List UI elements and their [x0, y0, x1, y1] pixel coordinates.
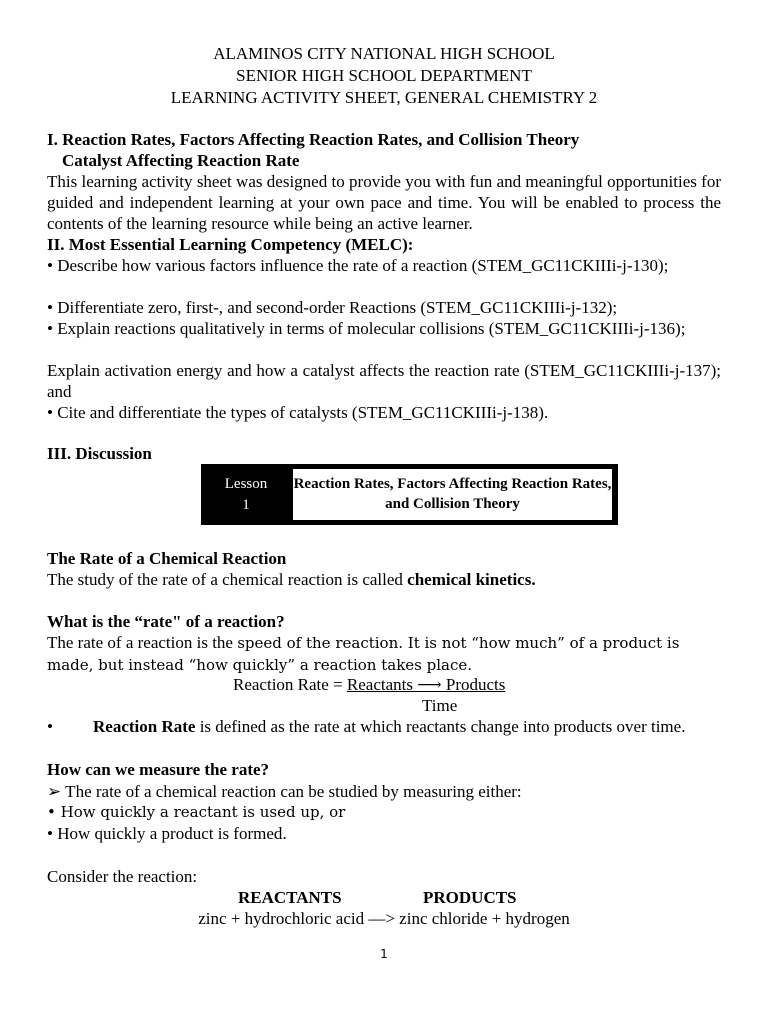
- reactants-label: REACTANTS: [238, 888, 342, 907]
- lesson-tag-label: Lesson: [224, 476, 268, 492]
- formula-lhs: Reaction Rate =: [233, 675, 347, 694]
- section1-heading: I. Reaction Rates, Factors Affecting Reaction Rates, and Collision Theory: [47, 130, 580, 149]
- formula-denominator: Time: [422, 696, 458, 715]
- rate-text-plain: The study of the rate of a chemical reaction is called: [47, 570, 408, 589]
- melc-item-2: • Differentiate zero, first-, and second-order Reactions (STEM_GC11CKIIIi-j-132);: [47, 298, 618, 317]
- reaction-intro: Consider the reaction:: [47, 867, 198, 886]
- lesson-tag: [201, 464, 291, 525]
- reaction-equation: zinc + hydrochloric acid —> zinc chloride + hydrogen: [198, 909, 570, 928]
- what-rate-text-plain: The rate of a reaction is the: [47, 633, 238, 652]
- what-rate-heading: What is the “rate" of a reaction?: [47, 612, 285, 631]
- section1-body: This learning activity sheet was designed to provide you with fun and meaningful opportunities for guided and independent learning at your own pace and time. You will be enabled to process the contents of the learning resource while being an active learner.: [47, 172, 721, 233]
- section3-heading: III. Discussion: [47, 444, 152, 463]
- document-title: LEARNING ACTIVITY SHEET, GENERAL CHEMISTRY 2: [170, 88, 598, 107]
- melc-item-4: Explain activation energy and how a catalyst affects the reaction rate (STEM_GC11CKIIIi-j-137); and: [47, 361, 721, 401]
- melc-item-3: • Explain reactions qualitatively in terms of molecular collisions (STEM_GC11CKIIIi-j-136);: [47, 319, 686, 338]
- melc-item-1: • Describe how various factors influence the rate of a reaction (STEM_GC11CKIIIi-j-130);: [47, 256, 669, 275]
- what-rate-text-bold: speed of the reaction. It is not “how much” of a product is made, but instead “how quickly” a reaction takes place.: [47, 634, 680, 674]
- department-name: SENIOR HIGH SCHOOL DEPARTMENT: [236, 66, 532, 85]
- page-number: 1: [380, 947, 388, 961]
- measure-item-2: • How quickly a product is formed.: [47, 824, 287, 843]
- formula-numerator: Reactants ⟶ Products: [346, 675, 506, 694]
- lesson-title: Reaction Rates, Factors Affecting Reaction Rates, and Collision Theory: [293, 469, 612, 520]
- section2-heading: II. Most Essential Learning Competency (MELC):: [47, 235, 414, 254]
- what-rate-text: [47, 632, 721, 676]
- school-name: ALAMINOS CITY NATIONAL HIGH SCHOOL: [213, 44, 555, 63]
- melc-item-5: • Cite and differentiate the types of catalysts (STEM_GC11CKIIIi-j-138).: [47, 403, 549, 422]
- measure-intro: ➢ The rate of a chemical reaction can be studied by measuring either:: [47, 782, 522, 801]
- rate-formula: [233, 674, 505, 695]
- lesson-banner: [201, 464, 618, 525]
- rate-heading: The Rate of a Chemical Reaction: [47, 549, 287, 568]
- measure-heading: How can we measure the rate?: [47, 760, 270, 779]
- rate-text-bold: chemical kinetics.: [407, 570, 536, 589]
- definition-text: is defined as the rate at which reactants change into products over time.: [195, 717, 686, 736]
- reaction-rate-definition: [47, 716, 721, 737]
- measure-item-1: • How quickly a reactant is used up, or: [47, 803, 346, 821]
- definition-term: Reaction Rate: [93, 717, 196, 736]
- definition-bullet: •: [47, 717, 53, 736]
- products-label: PRODUCTS: [423, 888, 517, 907]
- rate-text: [47, 569, 536, 590]
- section1-subheading: Catalyst Affecting Reaction Rate: [62, 151, 300, 170]
- lesson-tag-number: 1: [242, 497, 250, 513]
